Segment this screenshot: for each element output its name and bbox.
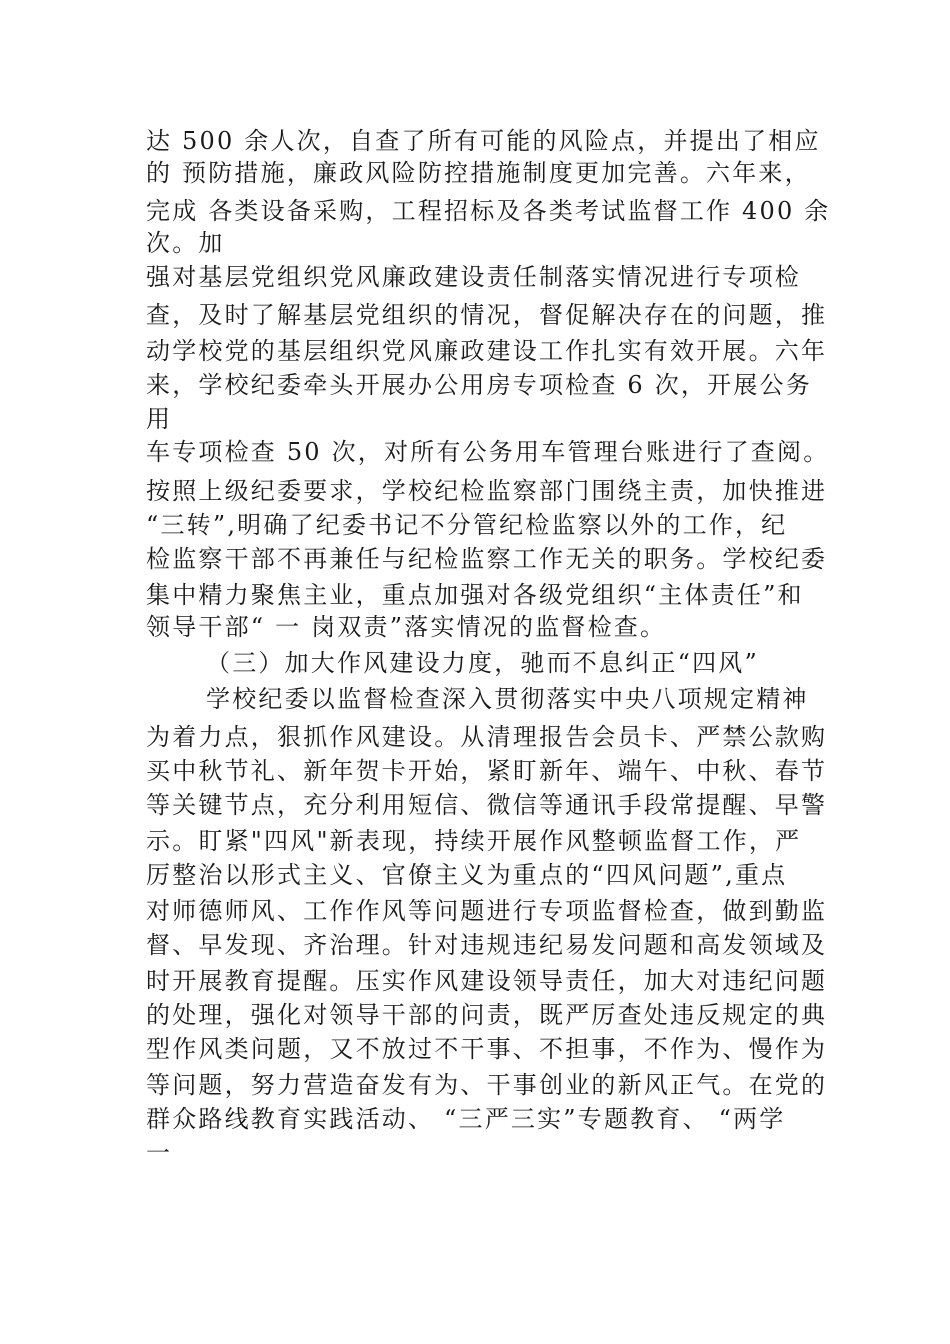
text-line: 为着力点，狠抓作风建设。从清理报告会员卡、严禁公款购 bbox=[146, 723, 828, 751]
text-line: 的 预防措施，廉政风险防控措施制度更加完善。六年来， bbox=[146, 159, 811, 187]
text-line: 买中秋节礼、新年贺卡开始，紧盯新年、端午、中秋、春节 bbox=[146, 757, 828, 785]
text-line: 检监察干部不再兼任与纪检监察工作无关的职务。学校纪委 bbox=[146, 545, 828, 573]
text-line: 督、早发现、齐治理。针对违规违纪易发问题和高发领域及 bbox=[146, 931, 828, 959]
paragraph-first-line: 学校纪委以监督检查深入贯彻落实中央八项规定精神 bbox=[206, 685, 809, 713]
text-line: 群众路线教育实践活动、 “三严三实”专题教育、 “两学 bbox=[146, 1105, 786, 1133]
text-line: 的处理，强化对领导干部的问责，既严厉查处违反规定的典 bbox=[146, 1001, 828, 1029]
text-line: 动学校党的基层组织党风廉政建设工作扎实有效开展。六年 bbox=[146, 337, 828, 365]
text-line: 按照上级纪委要求，学校纪检监察部门围绕主责，加快推进 bbox=[146, 477, 828, 505]
text-line: 达 500 余人次，自查了所有可能的风险点，并提出了相应 bbox=[146, 127, 821, 155]
text-line: 次。加 bbox=[146, 229, 225, 257]
text-line: 型作风类问题，又不放过不干事、不担事，不作为、慢作为 bbox=[146, 1035, 828, 1063]
section-heading: （三）加大作风建设力度，驰而不息纠正“四风” bbox=[206, 649, 759, 677]
text-line: 一 bbox=[146, 1139, 173, 1167]
text-line: 完成 各类设备采购，工程招标及各类考试监督工作 400 余 bbox=[146, 197, 831, 225]
text-line: 示。盯紧"四风"新表现，持续开展作风整顿监督工作，严 bbox=[146, 827, 802, 855]
text-line: 用 bbox=[146, 405, 173, 433]
text-line: 对师德师风、工作作风等问题进行专项监督检查，做到勤监 bbox=[146, 897, 828, 925]
text-line: 强对基层党组织党风廉政建设责任制落实情况进行专项检 bbox=[146, 263, 801, 291]
text-line: 来，学校纪委牵头开展办公用房专项检查 6 次，开展公务 bbox=[146, 371, 812, 399]
text-line: 等问题，努力营造奋发有为、干事创业的新风正气。在党的 bbox=[146, 1071, 828, 1099]
text-line: 车专项检查 50 次，对所有公务用车管理台账进行了查阅。 bbox=[146, 438, 830, 466]
text-line: 集中精力聚焦主业，重点加强对各级党组织“主体责任”和 bbox=[146, 581, 804, 609]
text-line: 查，及时了解基层党组织的情况，督促解决存在的问题，推 bbox=[146, 301, 828, 329]
text-line: “三转”,明确了纪委书记不分管纪检监察以外的工作，纪 bbox=[146, 511, 788, 539]
text-line: 等关键节点，充分利用短信、微信等通讯手段常提醒、早警 bbox=[146, 791, 828, 819]
text-line: 时开展教育提醒。压实作风建设领导责任，加大对违纪问题 bbox=[146, 967, 828, 995]
text-line: 领导干部“ 一 岗双责”落实情况的监督检查。 bbox=[146, 613, 667, 641]
text-line: 厉整治以形式主义、官僚主义为重点的“四风问题”,重点 bbox=[146, 861, 788, 889]
